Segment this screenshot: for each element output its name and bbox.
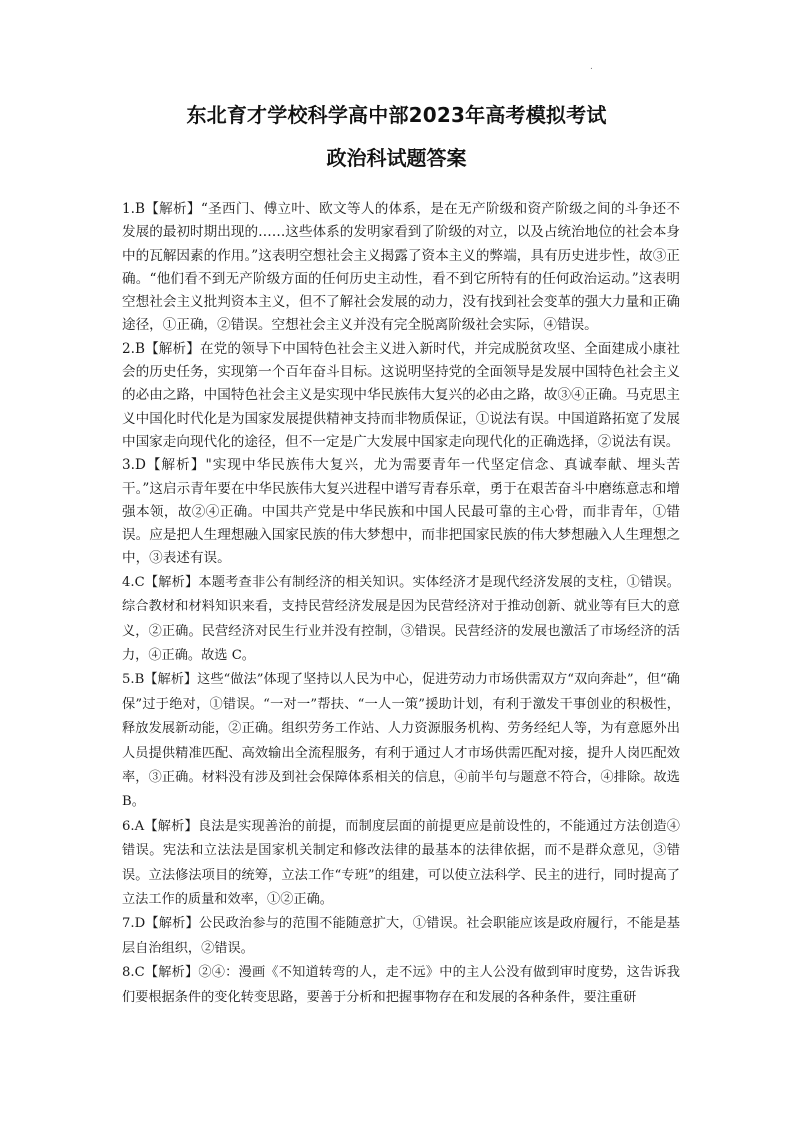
answer-item-2 xyxy=(122,338,680,454)
answer-item-4 xyxy=(122,571,680,669)
answer-text: 【解析】“圣西门、傅立叶、欧文等人的体系，是在无产阶级和资产阶级之间的斗争还不发展的最初时期出现的……这些体系的发明家看到了阶级的对立，以及占统治地位的社会本身中的瓦解因素的作用。”这表明空想社会主义揭露了资本主义的弊端，具有历史进步性，故③正确。“他们看不到无产阶级方面的任何历史主动性，看不到它所特有的任何政治运动。”这表明空想社会主义批判资本主义，但不了解社会发展的动力，没有找到社会变革的强大力量和正确途径，①正确，②错误。空想社会主义并没有完全脱离阶级社会实际，④错误。 xyxy=(122,201,680,334)
answer-number: 1.B xyxy=(122,201,145,217)
answer-number: 3.D xyxy=(122,457,146,474)
answer-item-7 xyxy=(122,912,680,961)
answer-text: 【解析】②④：漫画《不知道转弯的人，走不远》中的主人公没有做到审时度势，这告诉我们要根据条件的变化转变思路，要善于分析和把握事物存在和发展的各种条件，要注重研 xyxy=(122,965,680,1005)
answer-text: 【解析】公民政治参与的范围不能随意扩大，①错误。社会职能应该是政府履行，不能是基层自治组织，②错误。 xyxy=(122,916,680,956)
answer-item-8 xyxy=(122,961,680,1010)
answer-number: 2.B xyxy=(122,340,145,357)
answer-text: 【解析】这些“做法”体现了坚持以人民为中心，促进劳动力市场供需双方“双向奔赴”，但“确保”过于绝对，①错误。“一对一”帮扶、“一人一策”援助计划，有利于激发干事创业的积极性，释放发展新动能，②正确。组织劳务工作站、人力资源服务机构、劳务经纪人等，为有意愿外出人员提供精准匹配、高效输出全流程服务，有利于通过人才市场供需匹配对接，提升人岗匹配效率，③正确。材料没有涉及到社会保障体系相关的信息，④前半句与题意不符合，④排除。故选 B。 xyxy=(122,672,680,810)
answer-list xyxy=(122,198,680,1010)
answer-number: 4.C xyxy=(122,574,145,590)
answer-text: 【解析】在党的领导下中国特色社会主义进入新时代，并完成脱贫攻坚、全面建成小康社会的历史任务，实现第一个百年奋斗目标。这说明坚持党的全面领导是发展中国特色社会主义的必由之路，中国特色社会主义是实现中华民族伟大复兴的必由之路，故③④正确。马克思主义中国化时代化是为国家发展提供精神支持而非物质保证，①说法有误。中国道路拓宽了发展中国家走向现代化的途径，但不一定是广大发展中国家走向现代化的正确选择，②说法有误。 xyxy=(122,340,680,450)
answer-number: 5.B xyxy=(122,672,145,688)
answer-item-5 xyxy=(122,668,680,814)
corner-mark: . xyxy=(590,62,593,72)
answer-text: 【解析】本题考查非公有制经济的相关知识。实体经济才是现代经济发展的支柱，①错误。综合教材和材料知识来看，支持民营经济发展是因为民营经济对于推动创新、就业等有巨大的意义，②正确。民营经济对民生行业并没有控制，③错误。民营经济的发展也激活了市场经济的活力，④正确。故选 C。 xyxy=(122,574,680,663)
answer-item-1 xyxy=(122,198,680,338)
answer-text: 【解析】"实现中华民族伟大复兴，尤为需要青年一代坚定信念、真诚奉献、埋头苦干。”这启示青年要在中华民族伟大复兴进程中谱写青春乐章，勇于在艰苦奋斗中磨练意志和增强本领，故②④正确。中国共产党是中华民族和中国人民最可靠的主心骨，而非青年，①错误。应是把人生理想融入国家民族的伟大梦想中，而非把国家民族的伟大梦想融入人生理想之中，③表述有误。 xyxy=(122,457,680,567)
answer-text: 【解析】良法是实现善治的前提，而制度层面的前提更应是前设性的，不能通过方法创造④错误。宪法和立法法是国家机关制定和修改法律的最基本的法律依据，而不是群众意见，③错误。立法修法项目的统筹，立法工作“专班”的组建，可以使立法科学、民主的进行，同时提高了立法工作的质量和效率，①②正确。 xyxy=(122,818,680,908)
answer-number: 6.A xyxy=(122,818,145,834)
answer-item-6 xyxy=(122,815,680,913)
answer-item-3 xyxy=(122,454,680,570)
document-subtitle: 政治科试题答案 xyxy=(326,146,467,170)
answer-number: 8.C xyxy=(122,965,145,981)
answer-number: 7.D xyxy=(122,916,146,932)
document-title: 东北育才学校科学高中部2023年高考模拟考试 xyxy=(186,103,607,127)
